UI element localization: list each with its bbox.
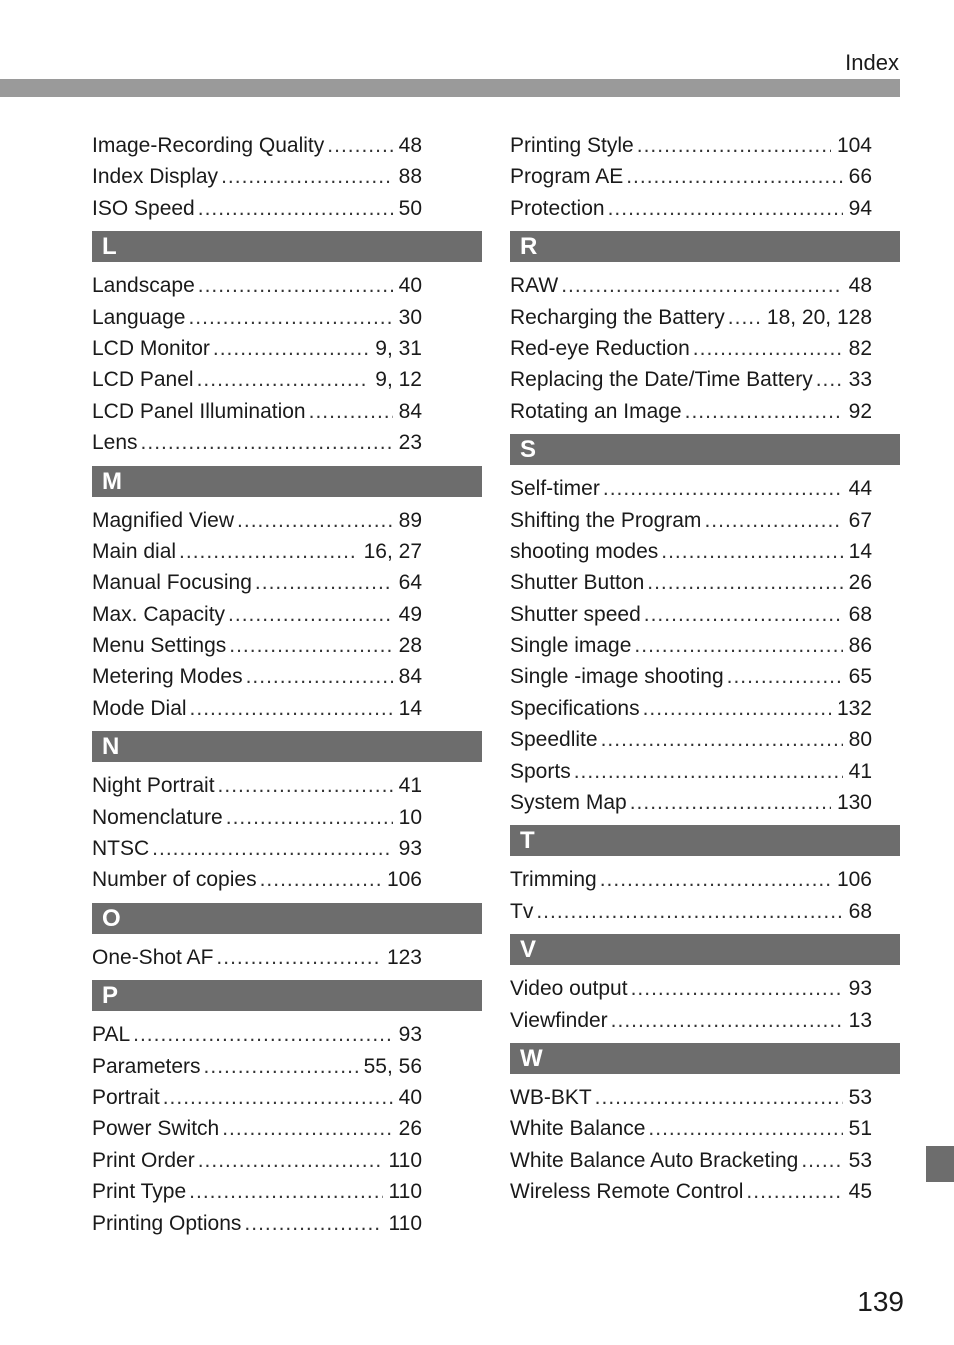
index-column-right — [510, 130, 900, 1208]
index-entry — [510, 630, 872, 661]
index-entry — [510, 756, 872, 787]
index-entry — [92, 130, 422, 161]
index-entry — [92, 1145, 422, 1176]
index-entry — [92, 661, 422, 692]
index-entry — [92, 161, 422, 192]
dot-leader — [574, 756, 843, 787]
section-header-v: V — [510, 934, 900, 965]
page-reference: 14 — [398, 696, 422, 720]
index-entry — [92, 333, 422, 364]
dot-leader — [704, 505, 842, 536]
page-reference: 28 — [398, 634, 422, 658]
dot-leader — [237, 505, 393, 536]
page-reference: 50 — [398, 196, 422, 220]
index-entry — [510, 1005, 872, 1036]
index-entry — [510, 473, 872, 504]
dot-leader — [198, 193, 393, 224]
dot-leader — [637, 130, 831, 161]
index-term: Viewfinder — [510, 1008, 608, 1032]
dot-leader — [188, 302, 392, 333]
index-term: Nomenclature — [92, 805, 223, 829]
dot-leader — [152, 833, 392, 864]
page-reference: 48 — [398, 134, 422, 157]
dot-leader — [309, 396, 393, 427]
index-entry — [510, 973, 872, 1004]
dot-leader — [190, 693, 393, 724]
index-entry — [92, 1082, 422, 1113]
index-term: Mode Dial — [92, 696, 187, 720]
dot-leader — [260, 864, 381, 895]
page-reference: 45 — [848, 1180, 872, 1204]
page-number: 139 — [857, 1286, 904, 1317]
index-entry — [92, 770, 422, 801]
dot-leader — [222, 1113, 392, 1144]
index-term: Max. Capacity — [92, 602, 226, 626]
index-entry — [510, 364, 872, 395]
page-reference: 48 — [848, 274, 872, 298]
index-entry — [510, 724, 872, 755]
index-entry — [510, 787, 872, 818]
page-reference: 26 — [848, 571, 872, 595]
index-entry — [92, 396, 422, 427]
dot-leader — [216, 942, 381, 973]
page-reference: 13 — [848, 1008, 872, 1032]
page-reference: 30 — [398, 305, 422, 329]
index-entry — [92, 1051, 422, 1082]
index-term: Wireless Remote Control — [510, 1180, 744, 1204]
dot-leader — [626, 161, 842, 192]
index-entry — [510, 864, 872, 895]
index-term: Image-Recording Quality — [92, 134, 325, 157]
page-reference: 84 — [398, 665, 422, 689]
dot-leader — [133, 1019, 393, 1050]
page-reference: 9, 31 — [375, 336, 422, 360]
index-entry — [510, 302, 872, 333]
dot-leader — [643, 693, 831, 724]
page-reference: 82 — [848, 336, 872, 360]
index-term: Single -image shooting — [510, 665, 724, 689]
index-entry — [92, 427, 422, 458]
index-term: LCD Monitor — [92, 336, 210, 360]
index-entry — [92, 1208, 422, 1239]
dot-leader — [246, 661, 393, 692]
index-entry — [510, 693, 872, 724]
header-bar — [0, 79, 900, 97]
index-term: ISO Speed — [92, 196, 195, 220]
index-term: Magnified View — [92, 508, 235, 532]
page-reference: 89 — [398, 508, 422, 532]
index-term: Program AE — [510, 165, 624, 189]
section-header-m: M — [92, 466, 482, 497]
dot-leader — [327, 130, 392, 161]
page-reference: 51 — [848, 1117, 872, 1141]
dot-leader — [644, 599, 843, 630]
index-term: Language — [92, 305, 186, 329]
dot-leader — [611, 1005, 843, 1036]
index-entry — [510, 161, 872, 192]
page-reference: 123 — [386, 945, 422, 969]
page-reference: 40 — [398, 1085, 422, 1109]
index-entry — [510, 896, 872, 927]
dot-leader — [601, 724, 843, 755]
page-reference: 65 — [848, 665, 872, 689]
dot-leader — [685, 396, 843, 427]
index-entry — [510, 193, 872, 224]
page-reference: 86 — [848, 634, 872, 658]
section-header-w: W — [510, 1043, 900, 1074]
index-term: Tv — [510, 899, 534, 923]
index-entry — [510, 270, 872, 301]
page-reference: 110 — [388, 1148, 422, 1172]
page-reference: 53 — [848, 1148, 872, 1172]
dot-leader — [226, 802, 393, 833]
index-term: Protection — [510, 196, 605, 220]
index-term: Single image — [510, 634, 632, 658]
index-entry — [510, 1082, 872, 1113]
index-column-left — [92, 130, 482, 1239]
page-reference: 18, 20, 128 — [766, 305, 872, 329]
index-term: Red-eye Reduction — [510, 336, 690, 360]
index-term: Replacing the Date/Time Battery — [510, 368, 813, 392]
page-reference: 53 — [848, 1085, 872, 1109]
index-entry — [92, 1113, 422, 1144]
index-entry — [510, 661, 872, 692]
dot-leader — [728, 302, 761, 333]
index-term: Index Display — [92, 165, 219, 189]
dot-leader — [648, 1113, 842, 1144]
index-entry — [92, 802, 422, 833]
dot-leader — [634, 630, 842, 661]
index-entry — [510, 567, 872, 598]
index-entry — [92, 567, 422, 598]
index-entry — [92, 630, 422, 661]
index-term: Parameters — [92, 1054, 201, 1078]
page-reference: 44 — [848, 477, 872, 501]
page-reference: 110 — [388, 1211, 422, 1235]
page-reference: 68 — [848, 899, 872, 923]
dot-leader — [561, 270, 842, 301]
dot-leader — [141, 427, 393, 458]
page-reference: 92 — [848, 399, 872, 423]
index-term: LCD Panel Illumination — [92, 399, 306, 423]
dot-leader — [228, 599, 393, 630]
page-reference: 33 — [848, 368, 872, 392]
page-reference: 49 — [398, 602, 422, 626]
index-entry — [92, 270, 422, 301]
section-header-p: P — [92, 980, 482, 1011]
index-term: Recharging the Battery — [510, 305, 725, 329]
dot-leader — [608, 193, 843, 224]
page-reference: 104 — [836, 134, 872, 157]
index-term: Lens — [92, 431, 138, 455]
index-term: System Map — [510, 791, 627, 815]
page-reference: 106 — [386, 868, 422, 892]
section-header-s: S — [510, 434, 900, 465]
index-term: Printing Style — [510, 134, 634, 157]
index-term: Printing Options — [92, 1211, 242, 1235]
index-term: Print Order — [92, 1148, 195, 1172]
index-term: shooting modes — [510, 539, 659, 563]
index-term: Print Type — [92, 1180, 187, 1204]
index-entry — [92, 505, 422, 536]
page-reference: 64 — [398, 571, 422, 595]
index-term: Number of copies — [92, 868, 257, 892]
dot-leader — [536, 896, 842, 927]
index-term: RAW — [510, 274, 559, 298]
page-reference: 41 — [398, 774, 422, 798]
dot-leader — [595, 1082, 843, 1113]
index-term: Landscape — [92, 274, 195, 298]
index-term: Night Portrait — [92, 774, 215, 798]
page-reference: 106 — [836, 868, 872, 892]
index-term: Shifting the Program — [510, 508, 702, 532]
index-entry — [510, 130, 872, 161]
index-term: Menu Settings — [92, 634, 227, 658]
page-reference: 88 — [398, 165, 422, 189]
page-reference: 67 — [848, 508, 872, 532]
index-entry — [92, 536, 422, 567]
page-reference: 93 — [398, 837, 422, 861]
index-entry — [92, 942, 422, 973]
index-entry — [510, 536, 872, 567]
index-entry — [92, 1176, 422, 1207]
page-reference: 55, 56 — [363, 1054, 422, 1078]
index-term: WB-BKT — [510, 1085, 592, 1109]
index-term: Trimming — [510, 868, 597, 892]
section-header-n: N — [92, 731, 482, 762]
index-term: Rotating an Image — [510, 399, 682, 423]
dot-leader — [255, 567, 393, 598]
page-reference: 110 — [388, 1180, 422, 1204]
dot-leader — [189, 1176, 382, 1207]
index-entry — [510, 1145, 872, 1176]
page-reference: 130 — [836, 791, 872, 815]
dot-leader — [218, 770, 393, 801]
header-label: Index — [845, 50, 899, 75]
dot-leader — [213, 333, 369, 364]
dot-leader — [727, 661, 843, 692]
page-reference: 80 — [848, 728, 872, 752]
dot-leader — [204, 1051, 358, 1082]
dot-leader — [801, 1145, 842, 1176]
dot-leader — [244, 1208, 382, 1239]
page-reference: 23 — [398, 431, 422, 455]
index-entry — [92, 364, 422, 395]
dot-leader — [198, 270, 393, 301]
dot-leader — [631, 973, 843, 1004]
index-term: Video output — [510, 977, 628, 1001]
page-reference: 26 — [398, 1117, 422, 1141]
page-reference: 9, 12 — [375, 368, 422, 392]
dot-leader — [600, 864, 831, 895]
index-entry — [92, 833, 422, 864]
dot-leader — [229, 630, 392, 661]
dot-leader — [603, 473, 843, 504]
dot-leader — [198, 1145, 383, 1176]
page-reference: 10 — [398, 805, 422, 829]
index-term: Portrait — [92, 1085, 160, 1109]
index-term: PAL — [92, 1023, 131, 1047]
index-term: Speedlite — [510, 728, 598, 752]
dot-leader — [221, 161, 393, 192]
dot-leader — [816, 364, 843, 395]
page-reference: 94 — [848, 196, 872, 220]
page-reference: 40 — [398, 274, 422, 298]
section-header-l: L — [92, 231, 482, 262]
index-term: Main dial — [92, 539, 177, 563]
index-entry — [510, 505, 872, 536]
index-term: White Balance — [510, 1117, 646, 1141]
dot-leader — [693, 333, 843, 364]
page-reference: 132 — [836, 696, 872, 720]
index-term: LCD Panel — [92, 368, 194, 392]
index-entry — [92, 1019, 422, 1050]
index-entry — [92, 302, 422, 333]
page-reference: 14 — [848, 539, 872, 563]
index-term: Self-timer — [510, 477, 600, 501]
dot-leader — [179, 536, 358, 567]
index-entry — [510, 1176, 872, 1207]
index-term: Shutter speed — [510, 602, 641, 626]
dot-leader — [163, 1082, 393, 1113]
section-header-t: T — [510, 825, 900, 856]
dot-leader — [746, 1176, 842, 1207]
index-entry — [510, 396, 872, 427]
page-reference: 84 — [398, 399, 422, 423]
dot-leader — [647, 567, 842, 598]
section-header-o: O — [92, 903, 482, 934]
section-header-r: R — [510, 231, 900, 262]
index-term: Power Switch — [92, 1117, 220, 1141]
page-reference: 93 — [398, 1023, 422, 1047]
side-tab — [926, 1146, 954, 1182]
index-term: Shutter Button — [510, 571, 645, 595]
index-entry — [92, 599, 422, 630]
index-term: Sports — [510, 759, 571, 783]
index-entry — [510, 333, 872, 364]
index-entry — [510, 599, 872, 630]
index-term: Specifications — [510, 696, 640, 720]
page-reference: 41 — [848, 759, 872, 783]
index-term: Manual Focusing — [92, 571, 252, 595]
page-reference: 66 — [848, 165, 872, 189]
index-entry — [92, 693, 422, 724]
index-term: NTSC — [92, 837, 150, 861]
index-term: Metering Modes — [92, 665, 243, 689]
page-reference: 93 — [848, 977, 872, 1001]
index-term: White Balance Auto Bracketing — [510, 1148, 799, 1172]
index-term: One-Shot AF — [92, 945, 214, 969]
page-reference: 16, 27 — [363, 539, 422, 563]
page-reference: 68 — [848, 602, 872, 626]
index-entry — [92, 193, 422, 224]
dot-leader — [661, 536, 842, 567]
dot-leader — [630, 787, 831, 818]
dot-leader — [197, 364, 370, 395]
index-entry — [510, 1113, 872, 1144]
index-entry — [92, 864, 422, 895]
